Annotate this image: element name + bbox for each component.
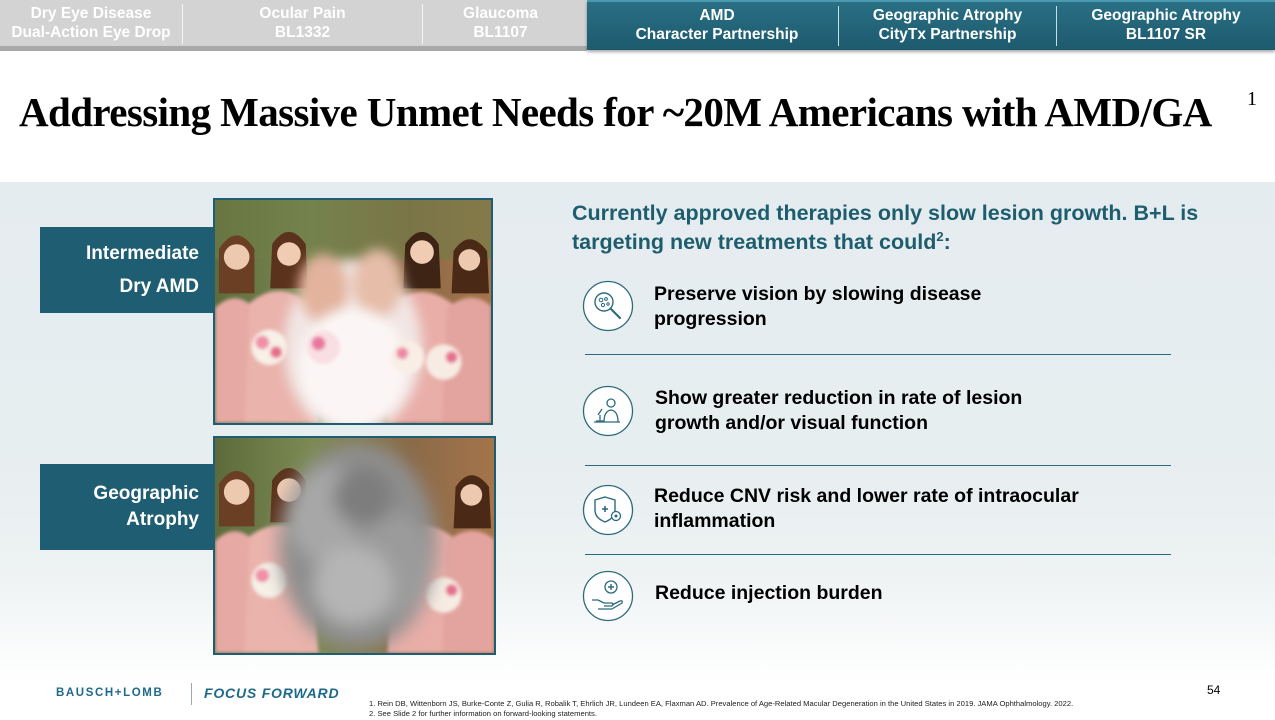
tab-line2: BL1332 [274,24,331,41]
benefit-preserve-vision [654,282,981,332]
tab-ga-bl1107-sr[interactable] [1057,2,1275,48]
stage-label-line2: Dry AMD [119,276,199,297]
benefit-divider [585,354,1171,355]
tab-line1: Dry Eye Disease [30,5,152,22]
scientist-microscope-icon [582,385,634,437]
tab-line1: Ocular Pain [259,5,346,22]
tab-line2: BL1107 SR [1125,26,1207,43]
stage-label-line2: Atrophy [126,509,199,530]
tab-line1: AMD [699,7,735,24]
stage-label-line1: Intermediate [86,243,199,264]
bridal-party-image-blurred [215,200,491,423]
benefit-divider [585,465,1171,466]
logo-divider [191,683,192,705]
stage-label-intermediate-dry-amd [40,227,214,313]
lead-suffix: : [943,230,951,254]
tab-line1: Glaucoma [463,5,538,22]
hand-care-icon [582,570,634,622]
benefit-injection-burden [655,581,883,606]
bausch-lomb-logo: BAUSCH+LOMB [56,687,164,699]
benefit-line1: Show greater reduction in rate of lesion [655,387,1023,409]
tab-dry-eye-disease[interactable] [0,0,182,46]
benefit-line2: growth and/or visual function [655,412,928,434]
benefit-line1: Preserve vision by slowing disease [654,283,982,305]
benefit-line2: progression [654,308,767,330]
tab-ocular-pain[interactable] [183,0,422,46]
lead-text: Currently approved therapies only slow lesion growth. B+L is targeting new treatments that could [572,201,1199,254]
benefit-line1: Reduce injection burden [655,582,883,604]
shield-cross-icon [582,484,634,536]
bridal-party-image-scotoma [215,438,494,653]
tab-amd-character[interactable] [597,2,837,48]
lead-statement [572,199,1212,257]
inactive-tabs-shadow [0,46,587,51]
stage-label-geographic-atrophy [40,464,214,550]
benefit-cnv-risk [654,484,1079,534]
tab-line2: CityTx Partnership [878,26,1017,43]
benefit-lesion-growth [655,386,1022,436]
photo-intermediate-dry-amd-vision [213,198,493,425]
stage-label-line1: Geographic [93,483,199,504]
benefit-line1: Reduce CNV risk and lower rate of intraocular [654,485,1079,507]
tab-line1: Geographic Atrophy [1091,7,1241,24]
benefit-divider [585,554,1171,555]
tab-line1: Geographic Atrophy [872,7,1023,24]
benefit-line2: inflammation [654,510,776,532]
tab-ga-citytx[interactable] [839,2,1056,48]
page-number: 54 [1207,683,1221,697]
tab-line2: Dual-Action Eye Drop [11,24,171,41]
footnotes [369,699,1073,719]
footnote-1: 1. Rein DB, Wittenborn JS, Burke-Conte Z, Gulia R, Robalik T, Ehrlich JR, Lundeen EA, Flaxman AD. Prevalence of Age-Related Macular Degeneration in the United States in 2019. JAMA Ophthalmology. 2022. [369,699,1074,708]
tab-line2: Character Partnership [635,26,799,43]
footnote-2: 2. See Slide 2 for further information on forward-looking statements. [369,709,597,718]
section-tab-bar [0,0,1275,52]
title-footnote-marker: 1 [1247,88,1257,110]
magnifier-cells-icon [582,280,634,332]
lead-footnote-marker: 2 [936,228,944,244]
tab-line2: BL1107 [473,24,528,41]
photo-geographic-atrophy-vision [213,436,496,655]
slide-title: Addressing Massive Unmet Needs for ~20M Americans with AMD/GA [19,89,1212,135]
focus-forward-logo: FOCUS FORWARD [204,685,340,701]
tab-glaucoma[interactable] [423,0,578,46]
